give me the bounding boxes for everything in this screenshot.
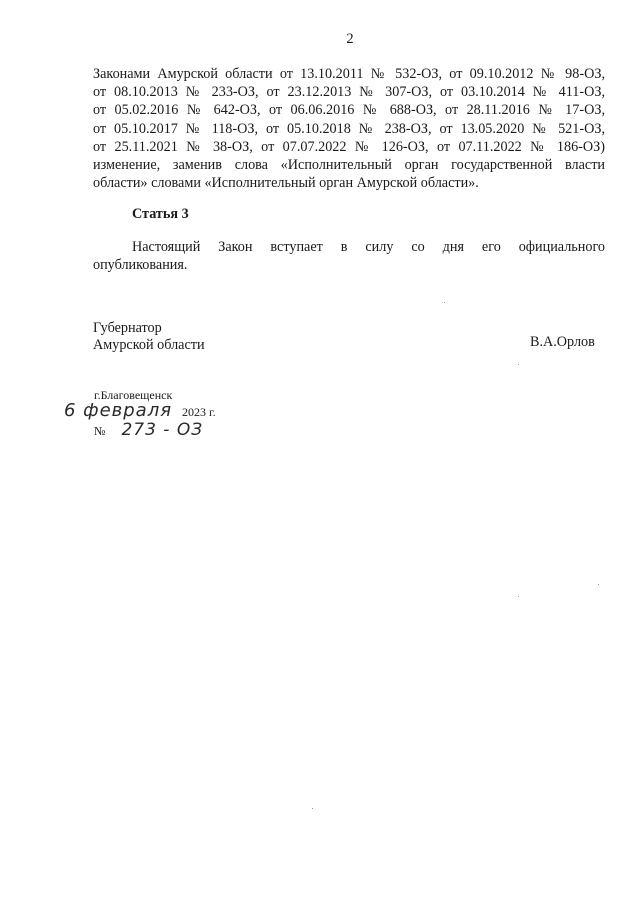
scan-speck — [598, 584, 599, 585]
paragraph-line: от 08.10.2013 № 233-ОЗ, от 23.12.2013 № 307-ОЗ, от 03.10.2014 № 411-ОЗ, — [93, 84, 605, 101]
date-year: 2023 г. — [182, 405, 216, 419]
number-sign: № — [94, 424, 106, 438]
amendment-paragraph — [93, 65, 605, 192]
paragraph-line: изменение, заменив слова «Исполнительный орган государственной власти — [93, 157, 605, 174]
paragraph-line: Настоящий Закон вступает в силу со дня его официального — [132, 239, 605, 255]
article-heading: Статья 3 — [132, 206, 189, 222]
paragraph-line: опубликования. — [93, 257, 188, 274]
page-number: 2 — [346, 31, 354, 47]
paragraph-line: от 25.11.2021 № 38-ОЗ, от 07.07.2022 № 126-ОЗ, от 07.11.2022 № 186-ОЗ) — [93, 138, 605, 155]
signatory-title — [93, 320, 205, 354]
scan-speck — [312, 808, 313, 809]
paragraph-line: области» словами «Исполнительный орган Амурской области». — [93, 175, 479, 192]
effective-date-paragraph — [93, 238, 605, 274]
place-of-signing: г.Благовещенск — [94, 388, 173, 402]
paragraph-line: Законами Амурской области от 13.10.2011 № 532-ОЗ, от 09.10.2012 № 98-ОЗ, — [93, 66, 605, 82]
signing-date — [64, 400, 216, 421]
scan-speck — [518, 596, 519, 597]
paragraph-line: от 05.02.2016 № 642-ОЗ, от 06.06.2016 № 688-ОЗ, от 28.11.2016 № 17-ОЗ, — [93, 102, 605, 119]
signatory-title-line: Амурской области — [93, 337, 205, 353]
signatory-name: В.А.Орлов — [530, 334, 595, 350]
scan-speck — [444, 302, 445, 303]
scan-speck — [518, 364, 519, 365]
signatory-title-line: Губернатор — [93, 320, 162, 336]
paragraph-line: от 05.10.2017 № 118-ОЗ, от 05.10.2018 № 238-ОЗ, от 13.05.2020 № 521-ОЗ, — [93, 120, 605, 137]
law-number — [94, 420, 203, 440]
handwritten-date: 6 февраля — [64, 400, 173, 421]
handwritten-law-number: 273 - ОЗ — [121, 420, 204, 440]
